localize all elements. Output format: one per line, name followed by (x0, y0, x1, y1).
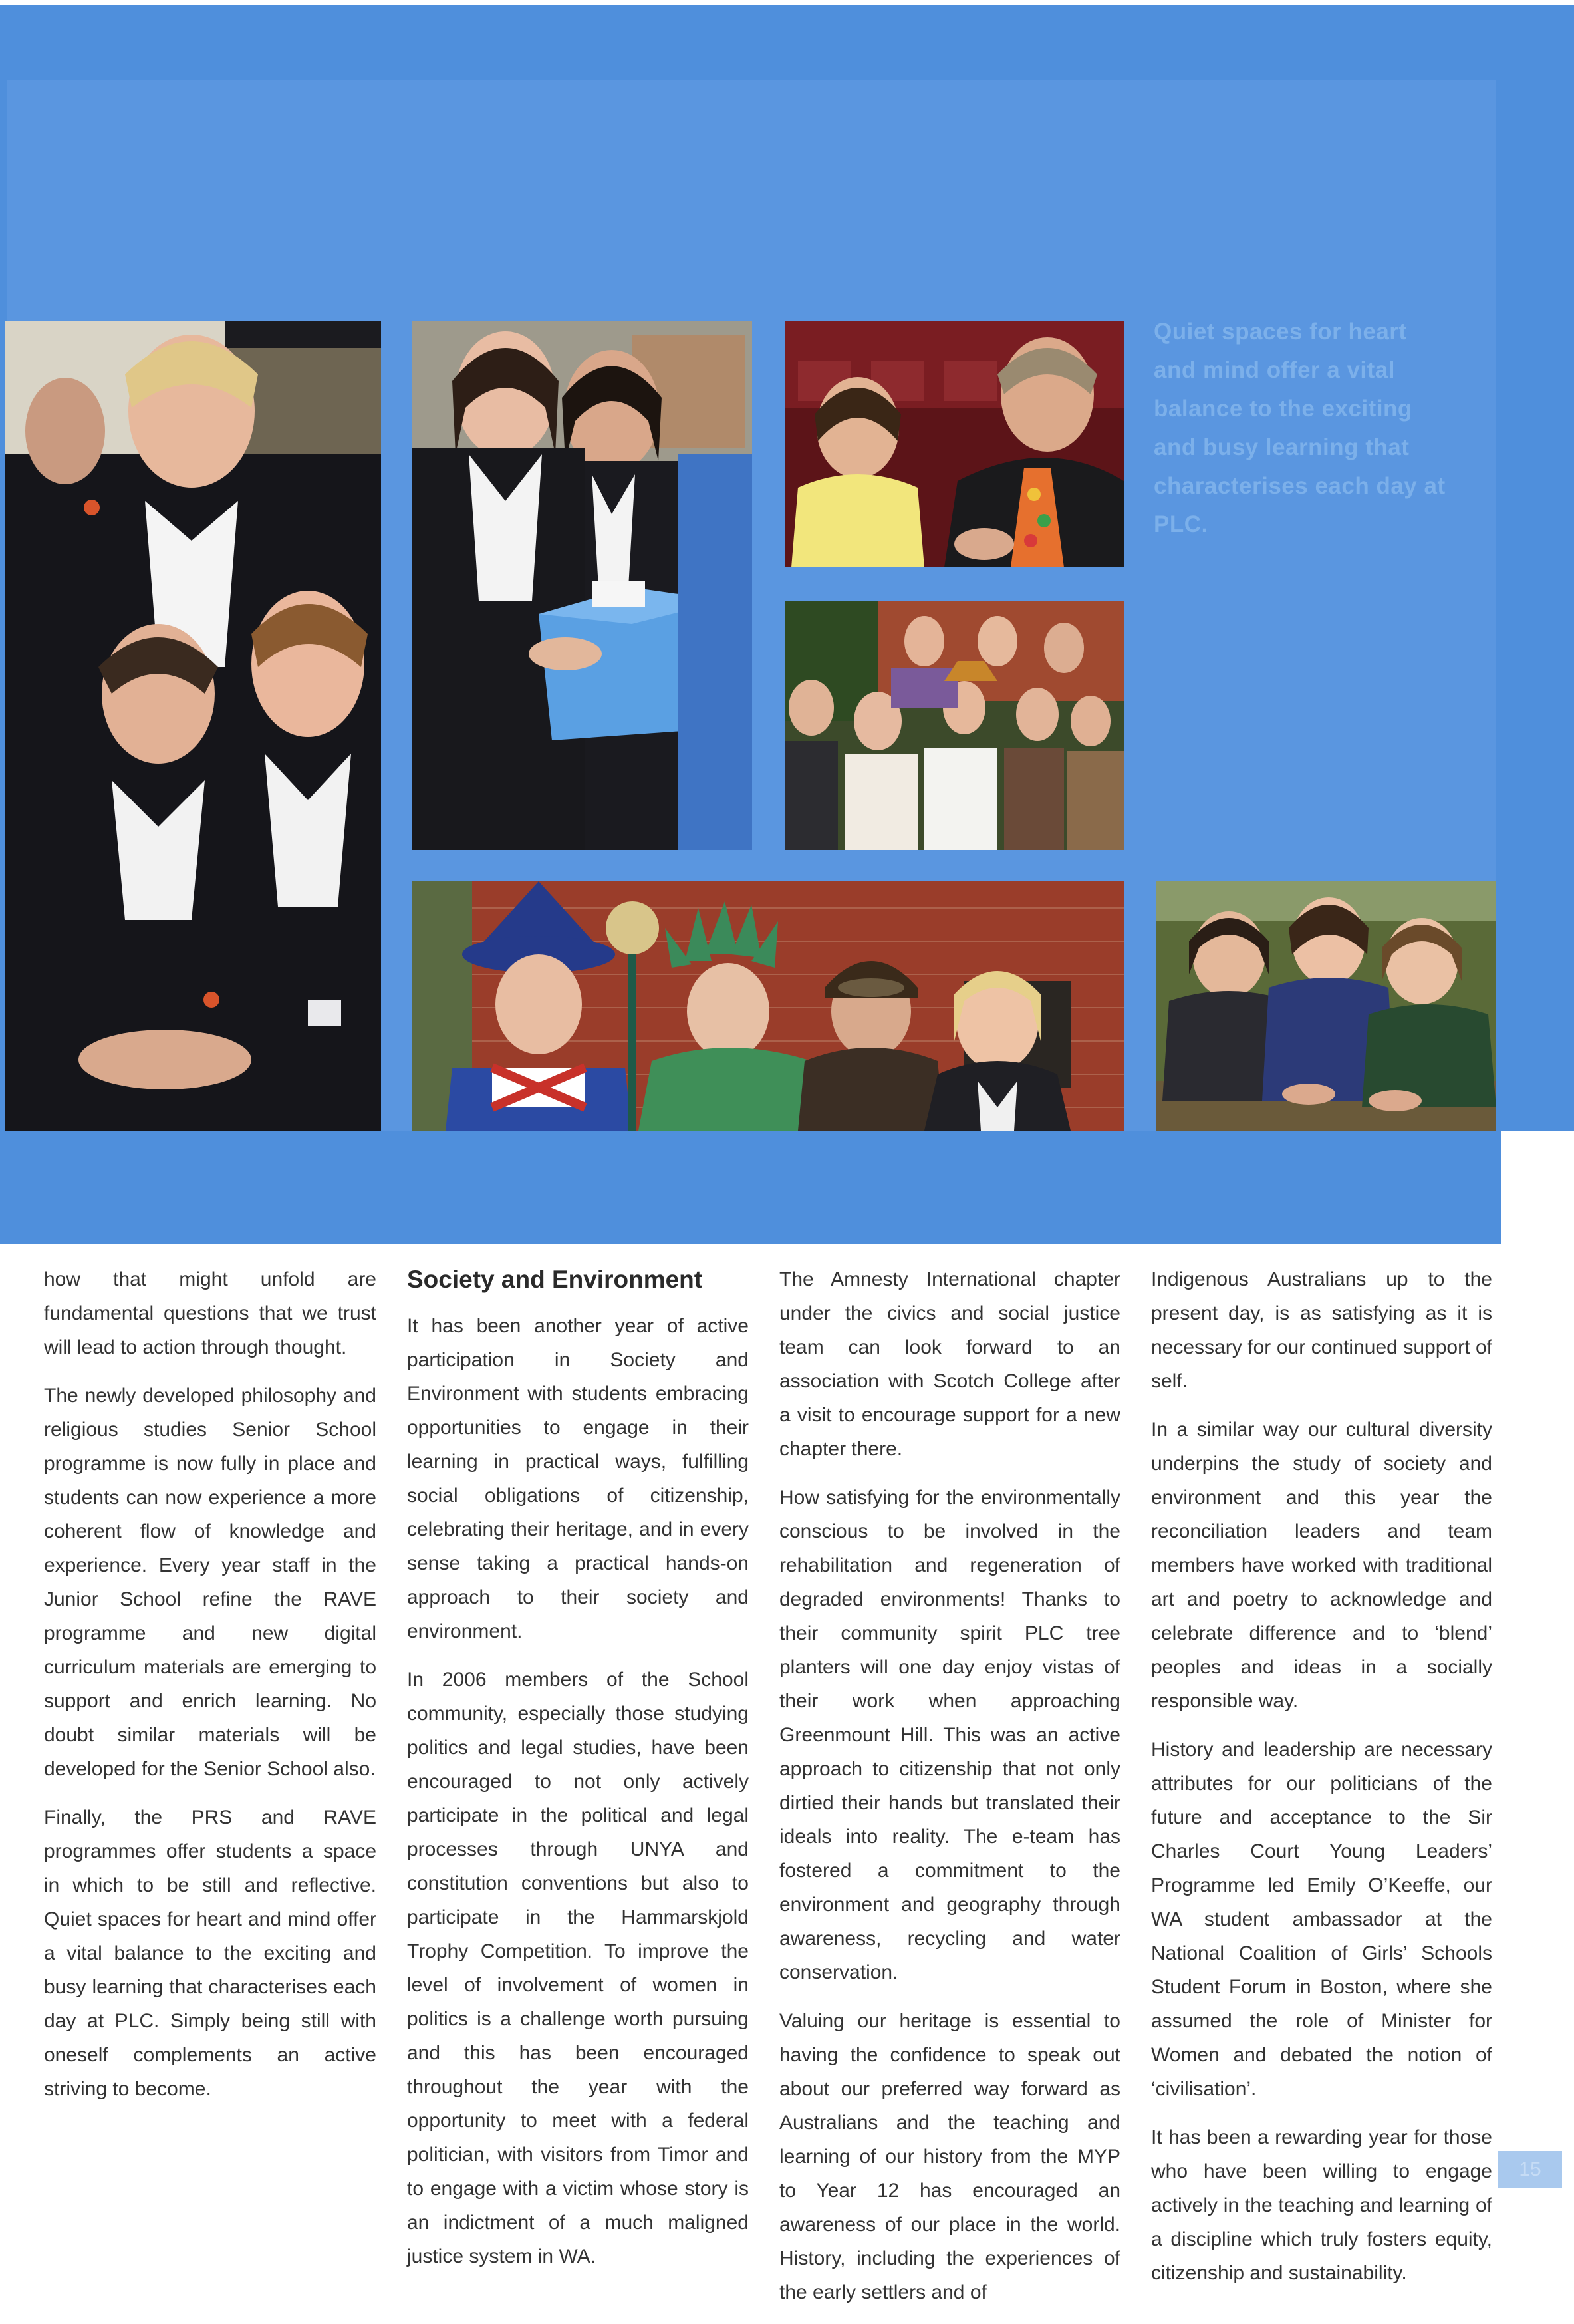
photo-garden-planting (1156, 881, 1496, 1131)
section-heading: Society and Environment (407, 1266, 703, 1293)
top-white-strip (0, 0, 1574, 5)
page-number: 15 (1498, 2151, 1562, 2188)
photo-students-costume (785, 601, 1124, 850)
paragraph: How satisfying for the environmentally conscious to be involved in the rehabilitation and regeneration of degraded environments! Thanks to their community spirit PLC tree planters will one day enjoy vistas of their work when approaching Greenmount Hill. This was an active approach to citizenship that not only dirtied their hands but translated their ideals into reality. The e-team has fostered a commitment to the environment and geography through awareness, recycling and water conservation. (779, 1487, 1120, 1983)
paragraph: The Amnesty International chapter under the civics and social justice team can look forward to an association with Scotch College after a visit to encourage support for a new chapter there. (779, 1268, 1120, 1460)
text-column-4 (1151, 1262, 1492, 2305)
paragraph: Valuing our heritage is essential to having the confidence to speak out about our preferred way forward as Australians and the teaching and learning of our history from the MYP to Year 12 has encouraged an awareness of our place in the world. History, including the experiences of the early settlers and of (779, 2010, 1120, 2303)
photo-students-with-box (412, 321, 752, 850)
panel-cutout (1501, 1131, 1574, 1244)
paragraph: It has been another year of active participation in Society and Environment with students embracing opportunities to engage in their learning in practical ways, fulfilling social obligations of citizenship, celebrating their heritage, and in every sense taking a practical hands-on approach to their society and environment. (407, 1315, 749, 1642)
paragraph: how that might unfold are fundamental questions that we trust will lead to action through thought. (44, 1268, 376, 1358)
pull-quote: Quiet spaces for heart and mind offer a vital balance to the exciting and busy learning that characterises each day at PLC. (1154, 319, 1446, 537)
photo-student-and-speaker (785, 321, 1124, 567)
paragraph: In 2006 members of the School community, especially those studying politics and legal studies, have been encouraged to not only actively participate in the political and legal processes through UNYA and constitution conventions but also to participate in the Hammarskjold Trophy Competition. To improve the level of involvement of women in politics is a challenge worth pursuing and this has been encouraged throughout the year with the opportunity to meet with a federal politician, with visitors from Timor and to engage with a victim whose story is an indictment of a much maligned justice system in WA. (407, 1669, 749, 2267)
paragraph: In a similar way our cultural diversity underpins the study of society and environment and this year the reconciliation leaders and team members have worked with traditional art and poetry to acknowledge and celebrate difference and to ‘blend’ peoples and ideas in a socially responsible way. (1151, 1419, 1492, 1712)
photo-costume-wide (412, 881, 1124, 1131)
paragraph: It has been a rewarding year for those who have been willing to engage actively in the teaching and learning of a discipline which truly fosters equity, citizenship and sustainability. (1151, 2126, 1492, 2284)
paragraph: The newly developed philosophy and religious studies Senior School programme is now fully in place and students can now experience a more coherent flow of knowledge and experience. Every year staff in the Junior School refine the RAVE programme and new digital curriculum materials are emerging to support and enrich learning. No doubt similar materials will be developed for the Senior School also. (44, 1385, 376, 1780)
paragraph: Indigenous Australians up to the present day, is as satisfying as it is necessary for our continued support of self. (1151, 1268, 1492, 1392)
text-column-2 (407, 1262, 749, 2288)
paragraph: Finally, the PRS and RAVE programmes offer students a space in which to be still and reflective. Quiet spaces for heart and mind offer a vital balance to the exciting and busy learning that characterises each day at PLC. Simply being still with oneself complements an active striving to become. (44, 1807, 376, 2100)
photo-students-uniform (5, 321, 381, 1131)
paragraph: History and leadership are necessary attributes for our politicians of the future and acceptance to the Sir Charles Court Young Leaders’ Programme led Emily O’Keeffe, our WA student ambassador at the National Coalition of Girls’ Schools Student Forum in Boston, where she assumed the role of Minister for Women and debated the notion of ‘civilisation’. (1151, 1739, 1492, 2100)
text-column-1 (44, 1262, 376, 2120)
text-column-3 (779, 1262, 1120, 2324)
